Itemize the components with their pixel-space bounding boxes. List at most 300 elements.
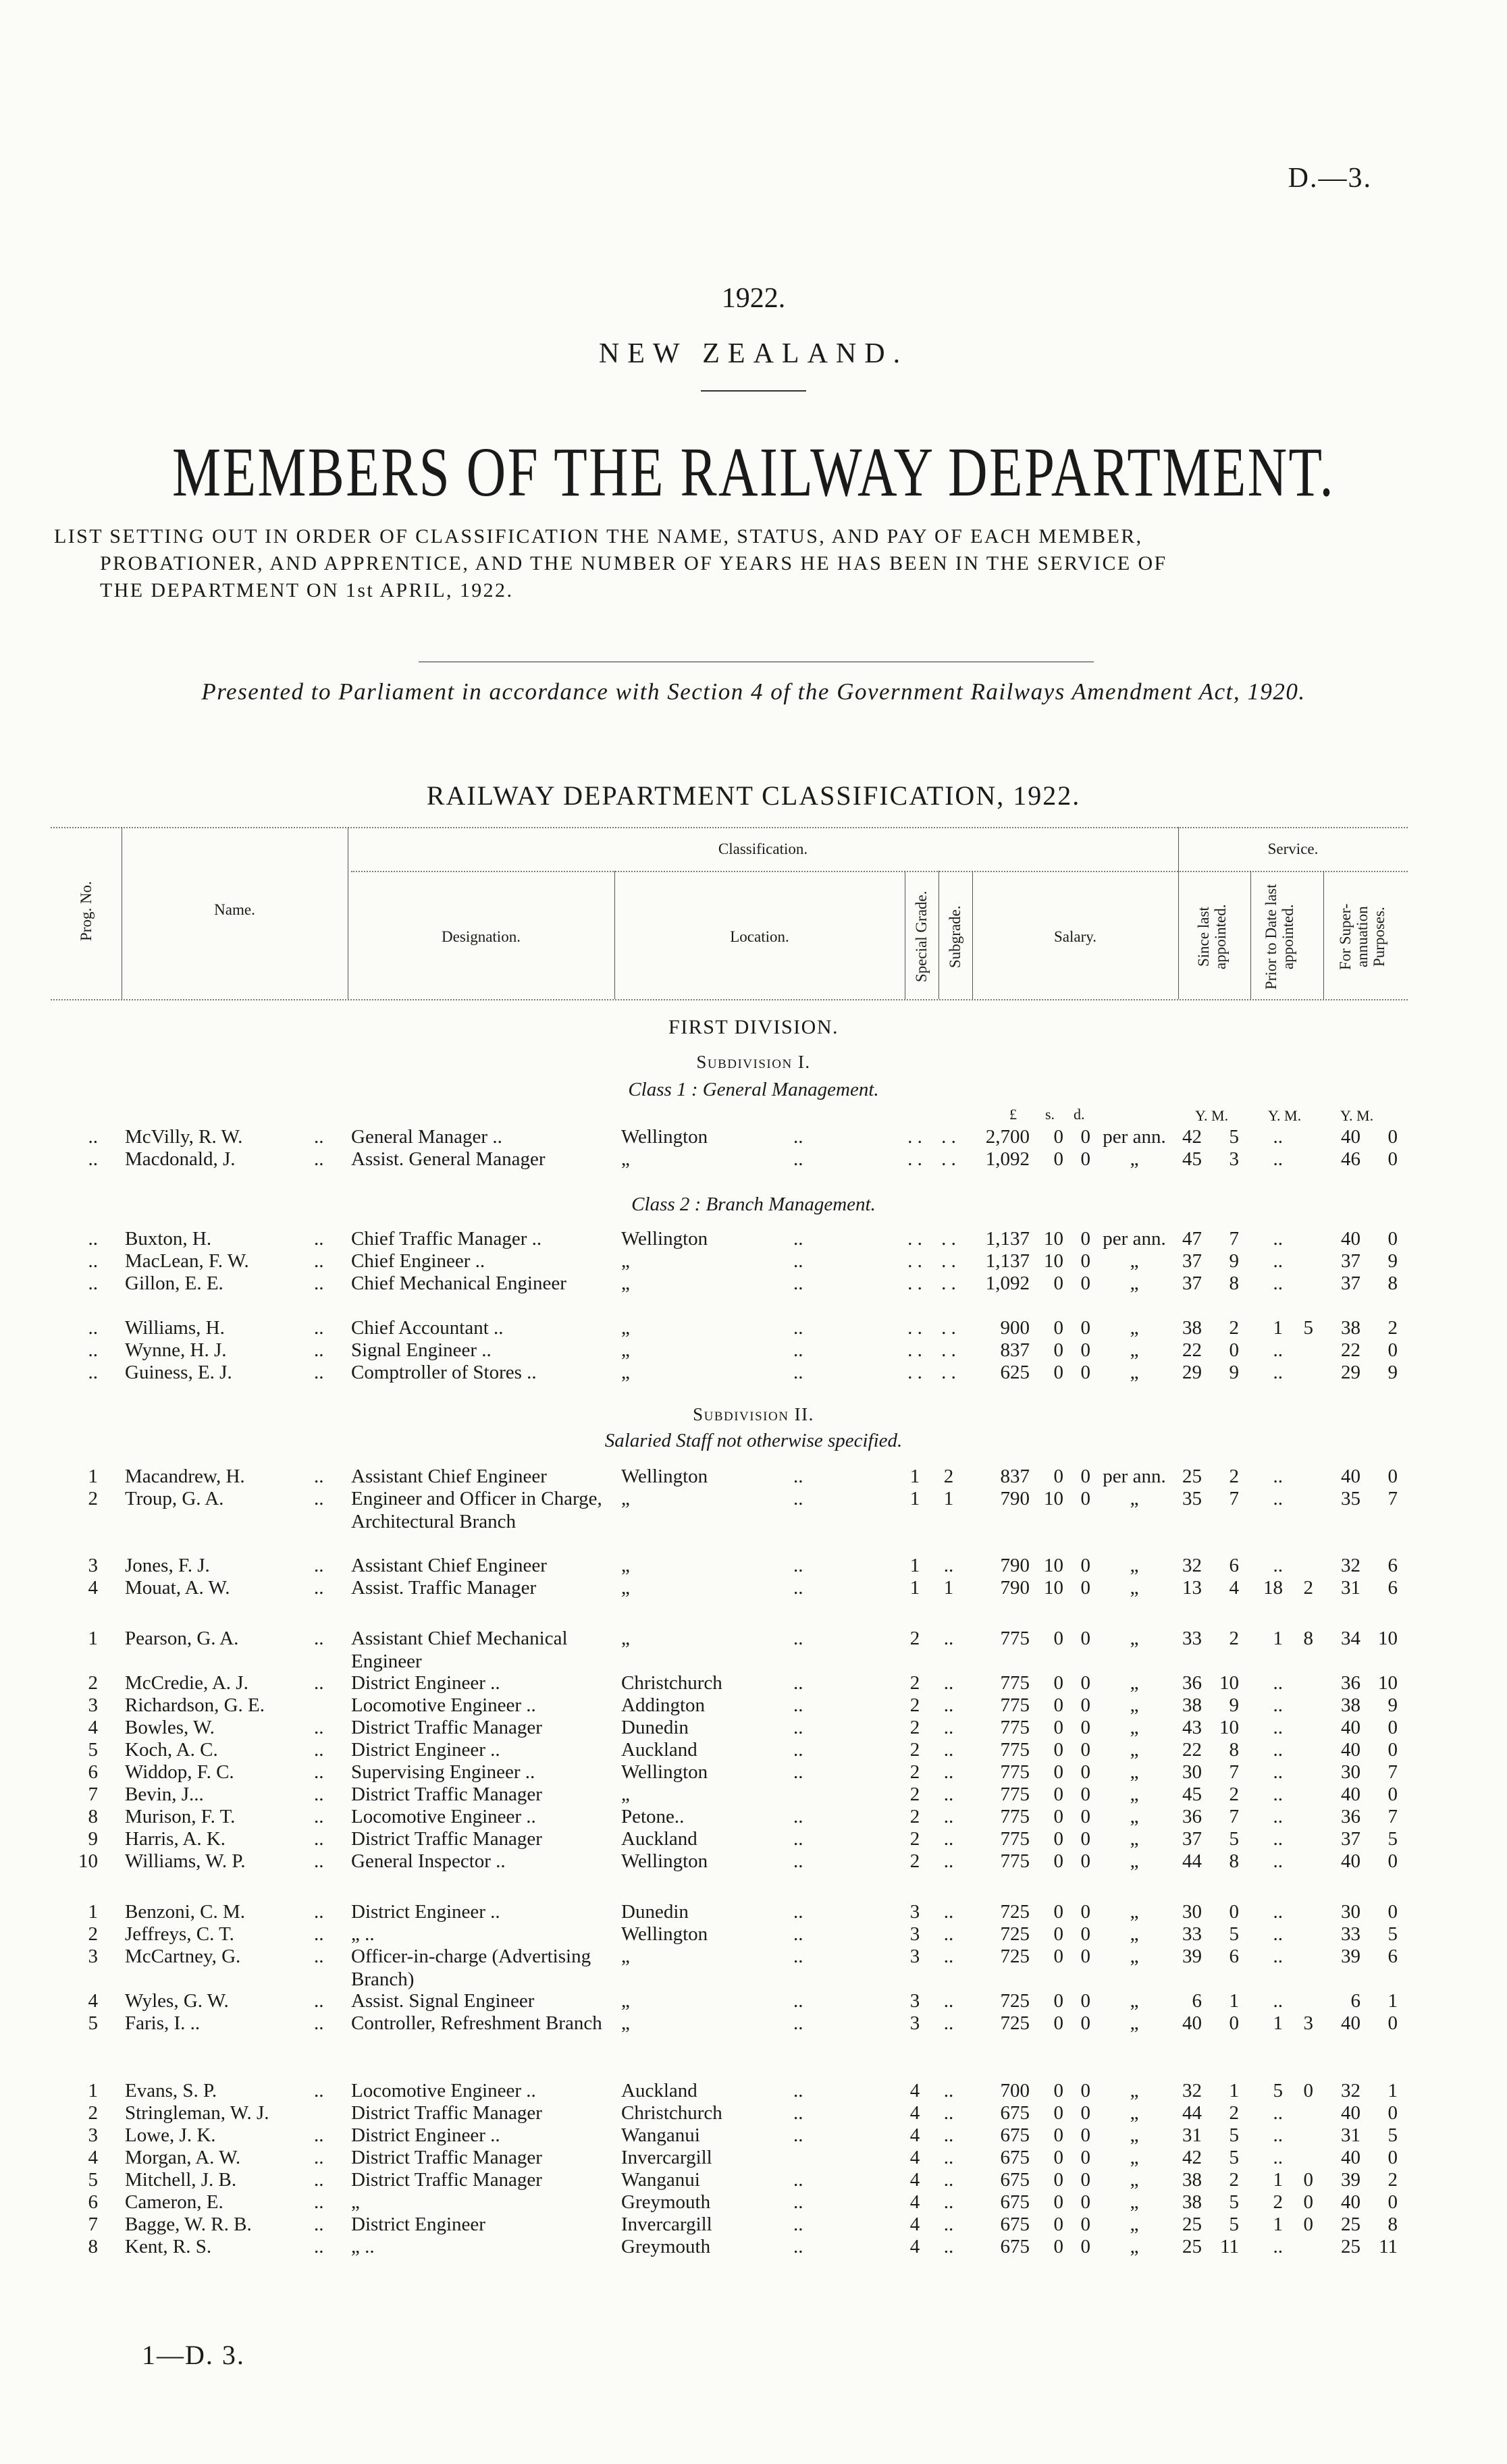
cell-s: 0: [1053, 1339, 1063, 1361]
cell-designation: „ ..: [351, 1923, 375, 1945]
cell-y2: 1: [1273, 2169, 1283, 2191]
cell-per: „: [1130, 1273, 1139, 1294]
cell-location: Dunedin: [621, 1901, 689, 1923]
cell-designation: „ ..: [351, 2236, 375, 2257]
cell-name: Kent, R. S.: [125, 2236, 212, 2257]
cell-ld: ..: [793, 1739, 803, 1761]
cell-s: 0: [1053, 1990, 1063, 2012]
cell-d: 0: [1080, 1901, 1090, 1923]
cell-per: „: [1130, 1148, 1139, 1170]
cell-pound: 775: [1000, 1828, 1030, 1850]
cell-nd: ..: [314, 2236, 324, 2257]
cell-sub: ..: [943, 2191, 954, 2213]
cell-y3: 37: [1341, 1250, 1360, 1272]
cell-name: Richardson, G. E.: [125, 1694, 265, 1716]
cell-designation: Locomotive Engineer ..: [351, 1694, 536, 1716]
unit-pence: d.: [1074, 1106, 1085, 1123]
cell-sub: . .: [941, 1339, 956, 1361]
cell-per: „: [1130, 1250, 1139, 1272]
cell-pound: 675: [1000, 2169, 1030, 2191]
cell-m1: 5: [1229, 2191, 1239, 2213]
cell-pound: 700: [1000, 2080, 1030, 2101]
cell-location: Wanganui: [621, 2169, 700, 2191]
cell-ld: ..: [793, 1672, 803, 1694]
cell-y3: 6: [1350, 1990, 1360, 2012]
cell-y2: ..: [1273, 1555, 1283, 1576]
cell-d: 0: [1080, 1717, 1090, 1738]
cell-prog: 1: [88, 1901, 98, 1923]
cell-designation: Chief Mechanical Engineer: [351, 1273, 566, 1294]
cell-nd: ..: [314, 1806, 324, 1827]
cell-ld: ..: [793, 1273, 803, 1294]
cell-prog: 2: [88, 1672, 98, 1694]
cell-pound: 675: [1000, 2102, 1030, 2124]
cell-d: 0: [1080, 1850, 1090, 1872]
cell-m1: 10: [1219, 1672, 1239, 1694]
cell-name: Lowe, J. K.: [125, 2124, 216, 2146]
cell-y1: 36: [1182, 1806, 1202, 1827]
cell-m1: 7: [1229, 1488, 1239, 1509]
cell-ld: ..: [793, 1828, 803, 1850]
cell-m1: 1: [1229, 1990, 1239, 2012]
cell-y1: 6: [1192, 1990, 1202, 2012]
cell-y2: ..: [1273, 1488, 1283, 1509]
subtitle-line: PROBATIONER, AND APPRENTICE, AND THE NUMBER OF YEARS HE HAS BEEN IN THE SERVICE OF: [100, 552, 1167, 574]
cell-ld: ..: [793, 1990, 803, 2012]
cell-per: „: [1130, 1761, 1139, 1783]
cell-y3: 36: [1341, 1672, 1360, 1694]
cell-name: Bowles, W.: [125, 1717, 215, 1738]
cell-designation: Locomotive Engineer ..: [351, 2080, 536, 2101]
cell-sub: ..: [943, 1761, 954, 1783]
cell-s: 0: [1053, 1317, 1063, 1339]
cell-m1: 8: [1229, 1739, 1239, 1761]
cell-sub: ..: [943, 2012, 954, 2034]
cell-per: „: [1130, 1339, 1139, 1361]
cell-y3: 32: [1341, 2080, 1360, 2101]
cell-location: Invercargill: [621, 2147, 712, 2168]
cell-name: Murison, F. T.: [125, 1806, 236, 1827]
cell-designation: Chief Traffic Manager ..: [351, 1228, 542, 1250]
cell-ld: ..: [793, 1850, 803, 1872]
cell-sub: . .: [941, 1362, 956, 1383]
cell-y1: 30: [1182, 1761, 1202, 1783]
cell-designation: Signal Engineer ..: [351, 1339, 492, 1361]
cell-s: 0: [1053, 2191, 1063, 2213]
cell-name: Mouat, A. W.: [125, 1577, 230, 1599]
cell-pound: 775: [1000, 1672, 1030, 1694]
cell-sub: ..: [943, 1923, 954, 1945]
cell-grade: 3: [909, 2012, 920, 2034]
cell-m3: 0: [1387, 2012, 1398, 2034]
cell-prog: ..: [88, 1317, 98, 1339]
header-prior-to: Prior to Date last appointed.: [1263, 884, 1296, 990]
cell-nd: ..: [314, 1273, 324, 1294]
unit-shillings: s.: [1045, 1106, 1055, 1123]
cell-grade: . .: [907, 1148, 922, 1170]
cell-m3: 0: [1387, 1784, 1398, 1805]
cell-sub: ..: [943, 1828, 954, 1850]
cell-per: „: [1130, 1694, 1139, 1716]
cell-ld: ..: [793, 1488, 803, 1509]
cell-nd: ..: [314, 2080, 324, 2101]
cell-nd: ..: [314, 1126, 324, 1148]
cell-name: Bagge, W. R. B.: [125, 2214, 252, 2235]
cell-ld: ..: [793, 1362, 803, 1383]
cell-s: 0: [1053, 1148, 1063, 1170]
cell-y2: ..: [1273, 1466, 1283, 1487]
cell-grade: 1: [909, 1555, 920, 1576]
cell-y2: ..: [1273, 2236, 1283, 2257]
cell-grade: 3: [909, 1946, 920, 1967]
cell-nd: ..: [314, 1628, 324, 1649]
cell-nd: ..: [314, 1828, 324, 1850]
page-footer: 1—D. 3.: [142, 2340, 245, 2370]
header-designation: Designation.: [442, 928, 521, 945]
cell-grade: 1: [909, 1466, 920, 1487]
cell-grade: 4: [909, 2147, 920, 2168]
cell-s: 0: [1053, 2147, 1063, 2168]
cell-d: 0: [1080, 1488, 1090, 1509]
cell-s: 10: [1044, 1555, 1063, 1576]
cell-m3: 0: [1387, 1850, 1398, 1872]
header-classification: Classification.: [718, 840, 808, 857]
cell-y3: 25: [1341, 2236, 1360, 2257]
col-divider: [938, 871, 939, 999]
cell-d: 0: [1080, 2236, 1090, 2257]
cell-s: 0: [1053, 1739, 1063, 1761]
cell-y2: 5: [1273, 2080, 1283, 2101]
cell-per: „: [1130, 1901, 1139, 1923]
cell-m1: 0: [1229, 1901, 1239, 1923]
cell-y1: 37: [1182, 1250, 1202, 1272]
cell-designation: District Engineer ..: [351, 1739, 500, 1761]
cell-y3: 40: [1341, 2102, 1360, 2124]
cell-location: Addington: [621, 1694, 706, 1716]
cell-sub: . .: [941, 1228, 956, 1250]
cell-d: 0: [1080, 1784, 1090, 1805]
cell-y1: 30: [1182, 1901, 1202, 1923]
cell-s: 0: [1053, 1761, 1063, 1783]
cell-pound: 837: [1000, 1339, 1030, 1361]
cell-nd: ..: [314, 1555, 324, 1576]
cell-y1: 37: [1182, 1273, 1202, 1294]
cell-sub: ..: [943, 1806, 954, 1827]
header-superannuation: For Super-annuation Purposes.: [1337, 903, 1387, 970]
cell-m3: 6: [1387, 1577, 1398, 1599]
cell-prog: 4: [88, 1717, 98, 1738]
cell-m3: 0: [1387, 1339, 1398, 1361]
cell-m1: 0: [1229, 2012, 1239, 2034]
cell-y2: ..: [1273, 1362, 1283, 1383]
cell-grade: 4: [909, 2102, 920, 2124]
cell-per: „: [1130, 2124, 1139, 2146]
cell-m1: 7: [1229, 1806, 1239, 1827]
cell-nd: ..: [314, 1923, 324, 1945]
cell-name: Wyles, G. W.: [125, 1990, 229, 2012]
cell-nd: ..: [314, 1488, 324, 1509]
cell-y3: 22: [1341, 1339, 1360, 1361]
cell-nd: ..: [314, 1739, 324, 1761]
cell-nd: ..: [314, 1901, 324, 1923]
cell-s: 0: [1053, 2102, 1063, 2124]
header-name: Name.: [214, 901, 255, 918]
cell-s: 0: [1053, 1672, 1063, 1694]
cell-pound: 775: [1000, 1761, 1030, 1783]
cell-name: Gillon, E. E.: [125, 1273, 223, 1294]
cell-y2: ..: [1273, 1923, 1283, 1945]
cell-name: Wynne, H. J.: [125, 1339, 227, 1361]
cell-sub: ..: [943, 1784, 954, 1805]
cell-per: „: [1130, 1828, 1139, 1850]
cell-per: „: [1130, 2102, 1139, 2124]
cell-y2: ..: [1273, 1901, 1283, 1923]
cell-y1: 22: [1182, 1339, 1202, 1361]
cell-prog: ..: [88, 1250, 98, 1272]
cell-pound: 900: [1000, 1317, 1030, 1339]
cell-grade: . .: [907, 1126, 922, 1148]
cell-nd: ..: [314, 1672, 324, 1694]
presented-note: Presented to Parliament in accordance with Section 4 of the Government Railways Amendment Act, 1920.: [201, 678, 1306, 705]
unit-ym-3: Y. M.: [1340, 1107, 1374, 1124]
cell-sub: ..: [943, 1672, 954, 1694]
cell-pound: 1,092: [985, 1148, 1030, 1170]
cell-designation: General Manager ..: [351, 1126, 502, 1148]
cell-location: „: [621, 1628, 630, 1649]
cell-m1: 2: [1229, 1628, 1239, 1649]
cell-nd: ..: [314, 2214, 324, 2235]
cell-prog: 10: [78, 1850, 98, 1872]
cell-grade: 2: [909, 1761, 920, 1783]
cell-pound: 790: [1000, 1555, 1030, 1576]
cell-s: 0: [1053, 1946, 1063, 1967]
cell-s: 0: [1053, 1273, 1063, 1294]
cell-prog: 3: [88, 1694, 98, 1716]
cell-designation: Supervising Engineer ..: [351, 1761, 535, 1783]
cell-y3: 38: [1341, 1317, 1360, 1339]
cell-m3: 11: [1379, 2236, 1398, 2257]
cell-sub: ..: [943, 1850, 954, 1872]
subtitle: [54, 523, 1404, 604]
cell-y1: 32: [1182, 2080, 1202, 2101]
cell-name: Williams, W. P.: [125, 1850, 246, 1872]
section-class-1: Class 1 : General Management.: [628, 1079, 879, 1100]
cell-m3: 9: [1387, 1694, 1398, 1716]
cell-location: Wellington: [621, 1761, 708, 1783]
cell-per: „: [1130, 2080, 1139, 2101]
cell-d: 0: [1080, 1555, 1090, 1576]
cell-y1: 39: [1182, 1946, 1202, 1967]
cell-m3: 5: [1387, 2124, 1398, 2146]
cell-m1: 2: [1229, 1317, 1239, 1339]
cell-y3: 35: [1341, 1488, 1360, 1509]
cell-pound: 675: [1000, 2191, 1030, 2213]
cell-m3: 2: [1387, 1317, 1398, 1339]
cell-d: 0: [1080, 2124, 1090, 2146]
cell-ld: ..: [793, 2236, 803, 2257]
cell-location: „: [621, 1273, 630, 1294]
cell-sub: ..: [943, 1946, 954, 1967]
cell-prog: ..: [88, 1126, 98, 1148]
cell-prog: ..: [88, 1273, 98, 1294]
header-top-rule: [51, 827, 1408, 828]
cell-prog: 5: [88, 1739, 98, 1761]
cell-per: „: [1130, 1990, 1139, 2012]
cell-pound: 775: [1000, 1850, 1030, 1872]
cell-name: Macdonald, J.: [125, 1148, 236, 1170]
cell-y3: 34: [1341, 1628, 1360, 1649]
cell-y1: 22: [1182, 1739, 1202, 1761]
cell-d: 0: [1080, 1466, 1090, 1487]
cell-grade: 2: [909, 1672, 920, 1694]
cell-d: 0: [1080, 1694, 1090, 1716]
cell-m3: 0: [1387, 1466, 1398, 1487]
cell-sub: ..: [943, 2169, 954, 2191]
cell-prog: 6: [88, 1761, 98, 1783]
section-first-division: FIRST DIVISION.: [668, 1016, 839, 1038]
cell-y2: ..: [1273, 2102, 1283, 2124]
header-mid-rule: [351, 871, 1408, 872]
cell-designation: Assist. Traffic Manager: [351, 1577, 537, 1599]
cell-ld: ..: [793, 1577, 803, 1599]
cell-prog: 5: [88, 2012, 98, 2034]
cell-m1: 2: [1229, 2102, 1239, 2124]
cell-location: „: [621, 1148, 630, 1170]
cell-s: 0: [1053, 1717, 1063, 1738]
cell-nd: ..: [314, 1784, 324, 1805]
cell-m3: 6: [1387, 1946, 1398, 1967]
cell-nd: ..: [314, 1148, 324, 1170]
cell-d: 0: [1080, 2080, 1090, 2101]
cell-m1: 6: [1229, 1555, 1239, 1576]
cell-name: Harris, A. K.: [125, 1828, 226, 1850]
cell-nd: ..: [314, 1946, 324, 1967]
cell-m1: 9: [1229, 1250, 1239, 1272]
cell-y1: 38: [1182, 2191, 1202, 2213]
cell-location: Christchurch: [621, 1672, 722, 1694]
cell-y3: 32: [1341, 1555, 1360, 1576]
cell-ld: ..: [793, 1555, 803, 1576]
cell-name: Mitchell, J. B.: [125, 2169, 237, 2191]
cell-prog: 4: [88, 1577, 98, 1599]
col-divider: [1323, 871, 1324, 999]
cell-m3: 0: [1387, 1901, 1398, 1923]
cell-prog: 3: [88, 1555, 98, 1576]
cell-s: 0: [1053, 1694, 1063, 1716]
cell-per: „: [1130, 2169, 1139, 2191]
cell-sub: ..: [943, 1694, 954, 1716]
cell-per: per ann.: [1103, 1228, 1166, 1250]
cell-nd: ..: [314, 2124, 324, 2146]
title-rule: [701, 390, 806, 392]
cell-ld: ..: [793, 1466, 803, 1487]
cell-m3: 0: [1387, 2102, 1398, 2124]
cell-name: Morgan, A. W.: [125, 2147, 241, 2168]
cell-s: 10: [1044, 1488, 1063, 1509]
cell-ld: ..: [793, 1923, 803, 1945]
cell-pound: 1,137: [985, 1250, 1030, 1272]
cell-designation: Chief Engineer ..: [351, 1250, 485, 1272]
cell-y1: 47: [1182, 1228, 1202, 1250]
cell-per: „: [1130, 1923, 1139, 1945]
cell-d: 0: [1080, 1362, 1090, 1383]
cell-y1: 45: [1182, 1784, 1202, 1805]
cell-y3: 46: [1341, 1148, 1360, 1170]
cell-y2: ..: [1273, 2124, 1283, 2146]
cell-grade: 4: [909, 2124, 920, 2146]
cell-y1: 38: [1182, 1317, 1202, 1339]
cell-designation: District Traffic Manager: [351, 1717, 542, 1738]
cell-per: „: [1130, 1946, 1139, 1967]
cell-location: Invercargill: [621, 2214, 712, 2235]
cell-prog: 7: [88, 1784, 98, 1805]
cell-designation: District Traffic Manager: [351, 2169, 542, 2191]
cell-pound: 675: [1000, 2236, 1030, 2257]
cell-y2: ..: [1273, 1694, 1283, 1716]
cell-prog: 9: [88, 1828, 98, 1850]
cell-sub: . .: [941, 1317, 956, 1339]
cell-pound: 725: [1000, 2012, 1030, 2034]
cell-y3: 40: [1341, 1784, 1360, 1805]
cell-d: 0: [1080, 2191, 1090, 2213]
cell-ld: ..: [793, 1317, 803, 1339]
cell-d: 0: [1080, 1828, 1090, 1850]
cell-y2: 1: [1273, 2012, 1283, 2034]
cell-m3: 0: [1387, 2147, 1398, 2168]
cell-d: 0: [1080, 1806, 1090, 1827]
cell-s: 0: [1053, 2124, 1063, 2146]
cell-m1: 5: [1229, 1828, 1239, 1850]
cell-m3: 10: [1378, 1672, 1398, 1694]
cell-m1: 5: [1229, 2214, 1239, 2235]
cell-nd: ..: [314, 1466, 324, 1487]
cell-nd: ..: [314, 1850, 324, 1872]
cell-pound: 775: [1000, 1717, 1030, 1738]
cell-sub: ..: [943, 1555, 954, 1576]
cell-pound: 725: [1000, 1990, 1030, 2012]
cell-m3: 2: [1387, 2169, 1398, 2191]
cell-sub: ..: [943, 2236, 954, 2257]
cell-designation: Chief Accountant ..: [351, 1317, 504, 1339]
cell-ld: ..: [793, 1228, 803, 1250]
cell-s: 0: [1053, 1828, 1063, 1850]
cell-s: 0: [1053, 1901, 1063, 1923]
cell-sub: ..: [943, 2080, 954, 2101]
cell-location: Wanganui: [621, 2124, 700, 2146]
cell-prog: 1: [88, 2080, 98, 2101]
cell-m1: 1: [1229, 2080, 1239, 2101]
cell-sub: ..: [943, 1717, 954, 1738]
cell-grade: 2: [909, 1717, 920, 1738]
cell-y1: 31: [1182, 2124, 1202, 2146]
cell-ld: ..: [793, 1250, 803, 1272]
cell-ld: ..: [793, 1806, 803, 1827]
cell-per: „: [1130, 1628, 1139, 1649]
cell-grade: 2: [909, 1694, 920, 1716]
cell-m3: 7: [1387, 1806, 1398, 1827]
cell-per: per ann.: [1103, 1466, 1166, 1487]
cell-ld: ..: [793, 2124, 803, 2146]
cell-ld: ..: [793, 2214, 803, 2235]
cell-m1: 2: [1229, 1466, 1239, 1487]
cell-d: 0: [1080, 1148, 1090, 1170]
section-class-2: Class 2 : Branch Management.: [631, 1194, 876, 1215]
cell-name: Buxton, H.: [125, 1228, 212, 1250]
cell-y2: ..: [1273, 1273, 1283, 1294]
cell-ld: ..: [793, 2012, 803, 2034]
cell-grade: 4: [909, 2169, 920, 2191]
cell-name: Benzoni, C. M.: [125, 1901, 246, 1923]
